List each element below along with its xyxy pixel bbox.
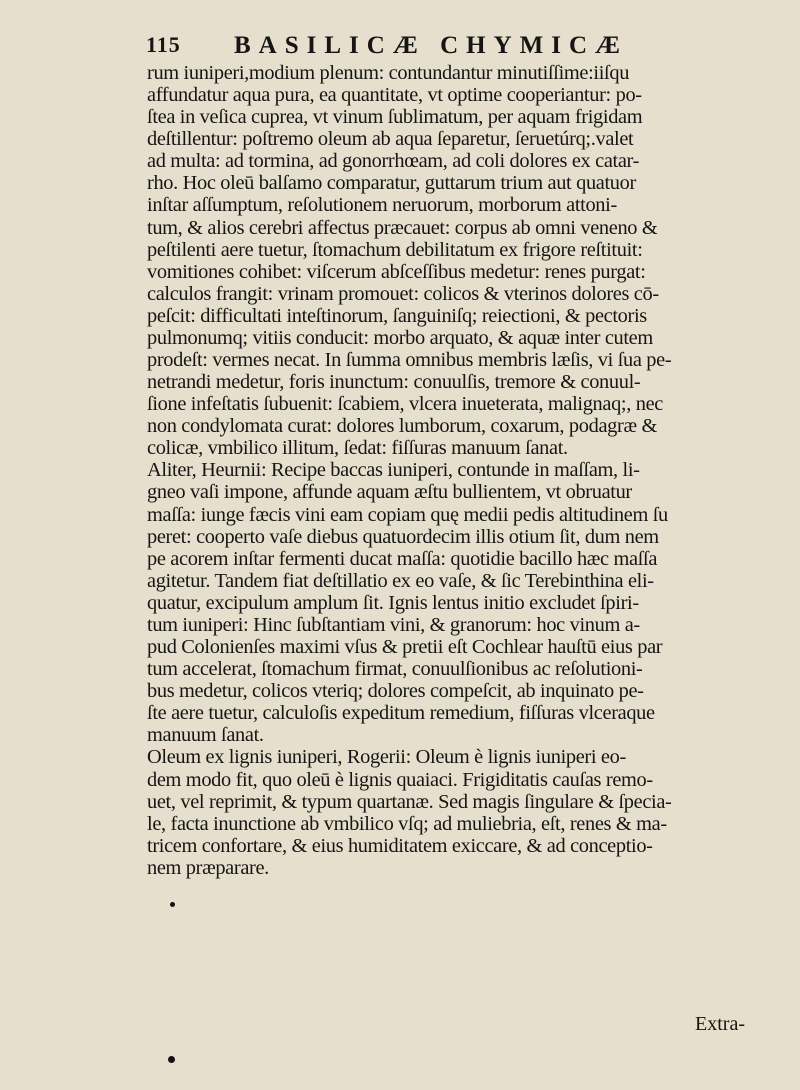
text-line: tum, & alios cerebri affectus præcauet: corpus ab omni veneno &	[147, 216, 658, 239]
text-line: pulmonumq; vitiis conducit: morbo arquato, & aquæ inter cutem	[147, 326, 653, 349]
text-line: deſtillentur: poſtremo oleum ab aqua ſeparetur, ſeruetúrq;.valet	[147, 128, 634, 151]
text-line: colicæ, vmbilico illitum, ſedat: fiſſuras manuum ſanat.	[147, 437, 568, 460]
page-header	[146, 32, 746, 66]
text-line: tricem confortare, & eius humiditatem exiccare, & ad conceptio-	[147, 834, 653, 857]
running-title: BASILICÆ CHYMICÆ	[234, 32, 629, 59]
text-line: vomitiones cohibet: viſcerum abſceſſibus medetur: renes purgat:	[147, 260, 646, 283]
catchword: Extra-	[695, 1013, 745, 1035]
text-line: affundatur aqua pura, ea quantitate, vt optime cooperiantur: po-	[147, 84, 642, 107]
text-line: rho. Hoc oleū balſamo comparatur, guttarum trium aut quatuor	[147, 172, 636, 195]
text-line: Aliter, Heurnii: Recipe baccas iuniperi, contunde in maſſam, li-	[147, 459, 640, 482]
text-line: peret: cooperto vaſe diebus quatuordecim illis otium ſit, dum nem	[147, 525, 659, 548]
text-line: bus medetur, colicos vteriq; dolores compeſcit, ab inquinato pe-	[147, 680, 644, 703]
text-line: inſtar aſſumptum, reſolutionem neruorum, morborum attoni-	[147, 194, 617, 217]
text-line: ſione infeſtatis ſubuenit: ſcabiem, vlcera inueterata, malignaq;, nec	[147, 393, 663, 416]
text-line: Oleum ex lignis iuniperi, Rogerii: Oleum è lignis iuniperi eo-	[147, 746, 626, 769]
text-line: manuum ſanat.	[147, 724, 264, 747]
text-line: ad multa: ad tormina, ad gonorrhœam, ad coli dolores ex catar-	[147, 150, 640, 173]
main-text	[147, 62, 751, 879]
text-line: tum iuniperi: Hinc ſubſtantiam vini, & granorum: hoc vinum a-	[147, 613, 640, 636]
text-line: dem modo fit, quo oleū è lignis quaiaci. Frigiditatis cauſas remo-	[147, 768, 653, 791]
text-line: pud Colonienſes maximi vſus & pretii eſt Cochlear hauſtū eius par	[147, 636, 663, 659]
text-line: pe acorem inſtar fermenti ducat maſſa: quotidie bacillo hæc maſſa	[147, 547, 658, 570]
text-line: prodeſt: vermes necat. In ſumma omnibus membris læſis, vi ſua pe-	[147, 349, 672, 372]
text-line: netrandi medetur, foris inunctum: conuulſis, tremore & conuul-	[147, 371, 641, 394]
text-line: gneo vaſi impone, affunde aquam æſtu bullientem, vt obruatur	[147, 481, 632, 504]
text-line: nem præparare.	[147, 856, 269, 879]
text-line: rum iuniperi,modium plenum: contundantur minutiſſime:iiſqu	[147, 62, 630, 84]
text-line: le, facta inunctione ab vmbilico vſq; ad muliebria, eſt, renes & ma-	[147, 812, 667, 835]
ink-spot	[168, 1056, 175, 1063]
ink-spot	[170, 902, 175, 907]
text-line: peſcit: difficultati inteſtinorum, ſanguiniſq; reiectioni, & pectoris	[147, 304, 647, 327]
text-line: calculos frangit: vrinam promouet: colicos & vterinos dolores cō-	[147, 282, 659, 305]
page-number: 115	[146, 32, 181, 57]
text-line: peſtilenti aere tuetur, ſtomachum debilitatum ex frigore reſtituit:	[147, 238, 643, 261]
text-line: uet, vel reprimit, & typum quartanæ. Sed magis ſingulare & ſpecia-	[147, 790, 672, 813]
text-line: tum accelerat, ſtomachum firmat, conuulſionibus ac reſolutioni-	[147, 658, 643, 681]
text-line: ſte aere tuetur, calculoſis expeditum remedium, fiſſuras vlceraque	[147, 702, 655, 725]
text-line: non condylomata curat: dolores lumborum, coxarum, podagræ &	[147, 415, 657, 438]
text-line: quatur, excipulum amplum ſit. Ignis lentus initio excludet ſpiri-	[147, 591, 639, 614]
text-line: maſſa: iunge fæcis vini eam copiam quę medii pedis altitudinem ſu	[147, 503, 668, 526]
text-line: ſtea in veſica cuprea, vt vinum ſublimatum, per aquam frigidam	[147, 106, 643, 129]
text-line: agitetur. Tandem fiat deſtillatio ex eo vaſe, & ſic Terebinthina eli-	[147, 569, 654, 592]
